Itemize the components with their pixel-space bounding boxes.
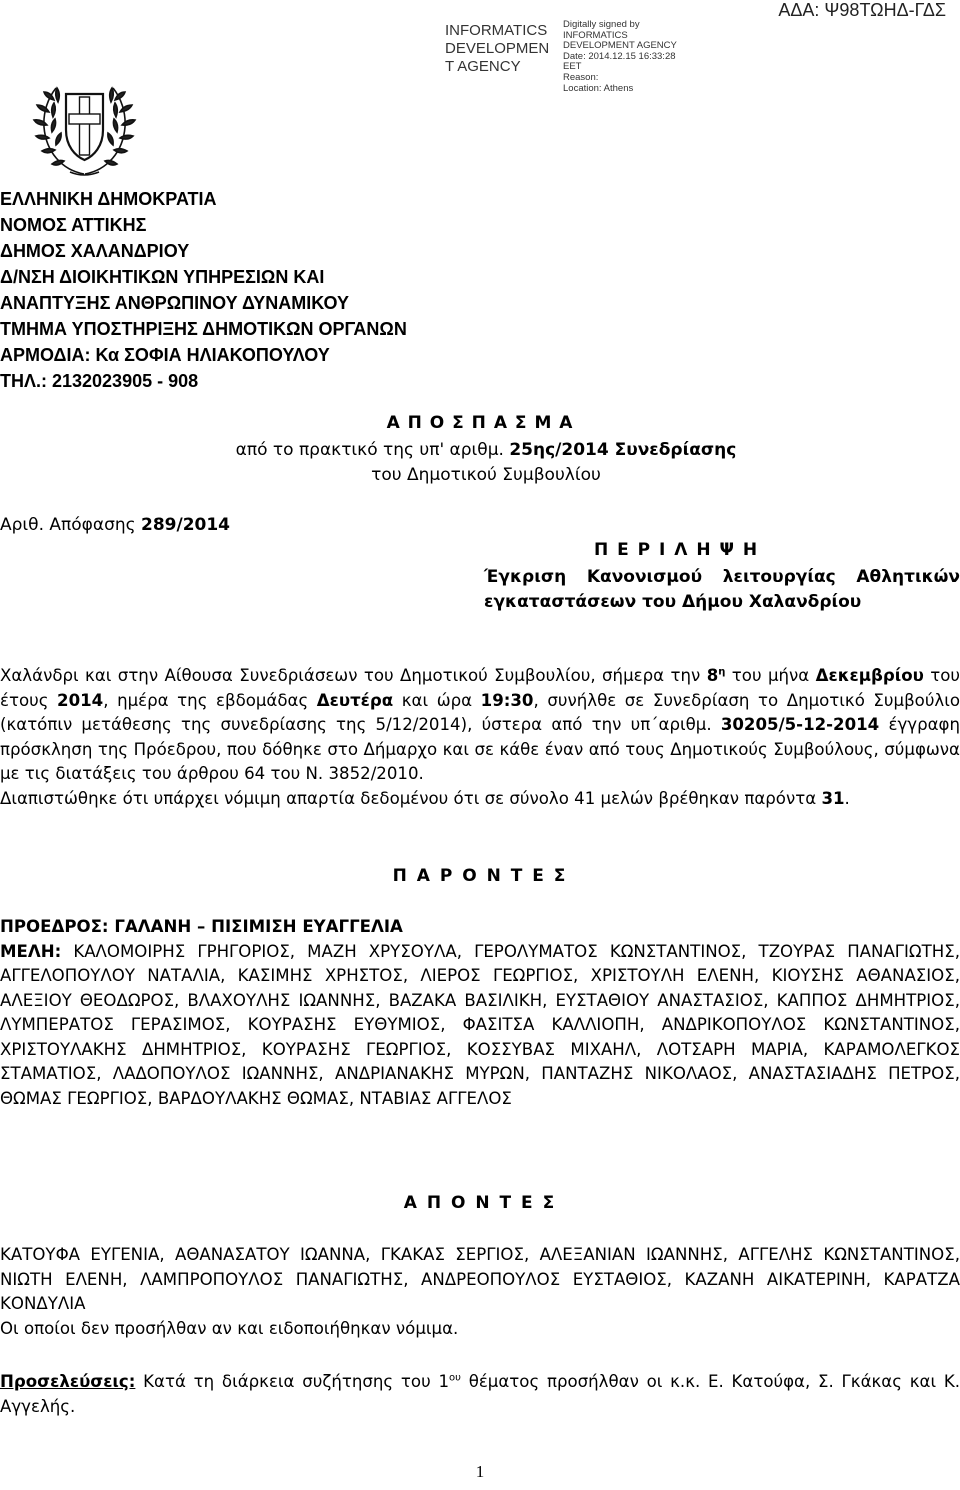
absent-note: Οι οποίοι δεν προσήλθαν αν και ειδοποιήθηκαν νόμιμα. <box>0 1318 459 1338</box>
session-day-suffix: η <box>718 666 726 678</box>
paragraph-text: έγγραφη πρόσκληση της Πρόεδρου, που δόθηκε στο Δήμαρχο και σε κάθε έναν από τους Δημοτικούς Συμβούλους, σύμφωνα με τις διατάξεις του άρθρου 64 του Ν. 3852/2010. <box>0 715 960 783</box>
summary-title: Π Ε Ρ Ι Λ Η Ψ Η <box>594 540 759 560</box>
decision-number: 289/2014 <box>141 515 231 535</box>
summary-text: Έγκριση Κανονισμού λειτουργίας Αθλητικών εγκαταστάσεων του Δήμου Χαλανδρίου <box>484 567 960 612</box>
signature-detail-line: INFORMATICS <box>563 29 628 41</box>
header-line: ΔΗΜΟΣ ΧΑΛΑΝΔΡΙΟΥ <box>0 241 190 261</box>
header-line: ΕΛΛΗΝΙΚΗ ΔΗΜΟΚΡΑΤΙΑ <box>0 189 217 209</box>
header-line: ΑΝΑΠΤΥΞΗΣ ΑΝΘΡΩΠΙΝΟΥ ΔΥΝΑΜΙΚΟΥ <box>0 293 349 313</box>
members-list: ΚΑΛΟΜΟΙΡΗΣ ΓΡΗΓΟΡΙΟΣ, ΜΑΖΗ ΧΡΥΣΟΥΛΑ, ΓΕΡΟΛΥΜΑΤΟΣ ΚΩΝΣΤΑΝΤΙΝΟΣ, ΤΖΟΥΡΑΣ ΠΑΝΑΓΙΩΤΗΣ, ΑΓΓΕΛΟΠΟΥΛΟΥ ΝΑΤΑΛΙΑ, ΚΑΣΙΜΗΣ ΧΡΗΣΤΟΣ, ΛΙΕΡΟΣ ΓΕΩΡΓΙΟΣ, ΧΡΙΣΤΟΥΛΗ ΕΛΕΝΗ, ΚΙΟΥΣΗΣ ΑΘΑΝΑΣΙΟΣ, ΑΛΕΞΙΟΥ ΘΕΟΔΩΡΟΣ, ΒΛΑΧΟΥΛΗΣ ΙΩΑΝΝΗΣ, ΒΑΖΑΚΑ ΒΑΣΙΛΙΚΗ, ΕΥΣΤΑΘΙΟΥ ΑΝΑΣΤΑΣΙΟΣ, ΚΑΠΠΟΣ ΔΗΜΗΤΡΙΟΣ, ΛΥΜΠΕΡΑΤΟΣ ΓΕΡΑΣΙΜΟΣ, ΚΟΥΡΑΣΗΣ ΕΥΘΥΜΙΟΣ, ΦΑΣΙΤΣΑ ΚΑΛΛΙΟΠΗ, ΑΝΔΡΙΚΟΠΟΥΛΟΣ ΚΩΝΣΤΑΝΤΙΝΟΣ, ΧΡΙΣΤΟΥΛΑΚΗΣ ΔΗΜΗΤΡΙΟΣ, ΚΟΥΡΑΣΗΣ ΓΕΩΡΓΙΟΣ, ΚΟΣΣΥΒΑΣ ΜΙΧΑΗΛ, ΛΟΤΣΑΡΗ ΜΑΡΙΑ, ΚΑΡΑΜΟΛΕΓΚΟΣ ΣΤΑΜΑΤΙΟΣ, ΛΑΔΟΠΟΥΛΟΣ ΙΩΑΝΝΗΣ, ΑΝΔΡΙΑΝΑΚΗΣ ΜΥΡΩΝ, ΠΑΝΤΑΖΗΣ ΝΙΚΟΛΑΟΣ, ΑΝΑΣΤΑΣΙΑΔΗΣ ΠΕΤΡΟΣ, ΘΩΜΑΣ ΓΕΩΡΓΙΟΣ, ΒΑΡΔΟΥΛΑΚΗΣ ΘΩΜΑΣ, ΝΤΑΒΙΑΣ ΑΓΓΕΛΟΣ <box>0 941 960 1108</box>
signature-organization <box>445 22 549 76</box>
council-name: του Δημοτικού Συμβουλίου <box>371 465 601 485</box>
session-number: 25ης/2014 Συνεδρίασης <box>509 440 737 460</box>
paragraph-text: , ημέρα της εβδομάδας <box>103 690 309 710</box>
members-label: ΜΕΛΗ: <box>0 941 62 961</box>
minutes-reference-prefix: από το πρακτικό της υπ' αριθμ. <box>235 440 504 460</box>
paragraph-text: . <box>844 788 850 808</box>
signature-detail-line: DEVELOPMENT AGENCY <box>563 40 677 52</box>
agenda-item-number: 1 <box>438 1372 450 1391</box>
signature-org-line: INFORMATICS <box>445 22 548 39</box>
present-title: Π Α Ρ Ο Ν Τ Ε Σ <box>392 866 568 886</box>
greek-coat-of-arms-icon <box>22 72 147 182</box>
absent-list: ΚΑΤΟΥΦΑ ΕΥΓΕΝΙΑ, ΑΘΑΝΑΣΑΤΟΥ ΙΩΑΝΝΑ, ΓΚΑΚΑΣ ΣΕΡΓΙΟΣ, ΑΛΕΞΑΝΙΑΝ ΙΩΑΝΝΗΣ, ΑΓΓΕΛΗΣ ΚΩΝΣΤΑΝΤΙΝΟΣ, ΝΙΩΤΗ ΕΛΕΝΗ, ΛΑΜΠΡΟΠΟΥΛΟΣ ΠΑΝΑΓΙΩΤΗΣ, ΑΝΔΡΕΟΠΟΥΛΟΣ ΕΥΣΤΑΘΙΟΣ, ΚΑΖΑΝΗ ΑΙΚΑΤΕΡΙΝΗ, ΚΑΡΑΤΖΑ ΚΟΝΔΥΛΙΑ <box>0 1245 960 1313</box>
header-line: ΤΗΛ.: 2132023905 - 908 <box>0 371 199 391</box>
quorum-text: Διαπιστώθηκε ότι υπάρχει νόμιμη απαρτία δεδομένου ότι σε σύνολο 41 μελών βρέθηκαν παρόντα <box>0 788 817 808</box>
header-line: ΝΟΜΟΣ ΑΤΤΙΚΗΣ <box>0 215 147 235</box>
session-month: Δεκεμβρίου <box>815 666 924 685</box>
paragraph-text: και ώρα <box>401 690 473 710</box>
paragraph-text: Χαλάνδρι και στην Αίθουσα Συνεδριάσεων του Δημοτικού Συμβουλίου, σήμερα την <box>0 666 701 685</box>
signature-detail-line: Digitally signed by <box>563 19 640 30</box>
header-line: ΤΜΗΜΑ ΥΠΟΣΤΗΡΙΞΗΣ ΔΗΜΟΤΙΚΩΝ ΟΡΓΑΝΩΝ <box>0 319 407 339</box>
arrivals-paragraph <box>0 1370 960 1419</box>
decision-number-line <box>0 515 230 535</box>
agenda-item-suffix: ου <box>449 1372 461 1384</box>
arrivals-text: θέματος προσήλθαν οι κ.κ. Ε. Κατούφα, Σ. Γκάκας και Κ. Αγγελής. <box>0 1372 960 1416</box>
invitation-protocol: 30205/5-12-2014 <box>720 715 880 734</box>
paragraph-text: , συνήλθε σε Συνεδρίαση το Δημοτικό Συμβούλιο (κατόπιν μετάθεσης της συνεδρίασης της 5/12/2014), ύστερα από την υπ΄αριθμ. <box>0 690 960 734</box>
extract-title: Α Π Ο Σ Π Α Σ Μ Α <box>386 413 574 433</box>
signature-detail-line: EET <box>563 61 582 73</box>
paragraph-text: του μήνα <box>731 666 810 685</box>
session-time: 19:30 <box>480 690 534 710</box>
arrivals-text: Κατά τη διάρκεια συζήτησης του <box>143 1372 431 1391</box>
page-number: 1 <box>475 1462 485 1481</box>
minutes-reference <box>186 440 786 460</box>
absent-title: Α Π Ο Ν Τ Ε Σ <box>403 1193 557 1213</box>
signature-detail-line: Location: Athens <box>563 82 634 94</box>
header-line: ΑΡΜΟΔΙΑ: Κα ΣΟΦΙΑ ΗΛΙΑΚΟΠΟΥΛΟΥ <box>0 345 330 365</box>
digital-signature-details <box>563 20 677 94</box>
signature-org-line: DEVELOPMEN <box>445 40 550 57</box>
session-day: 8 <box>706 666 719 685</box>
decision-label: Αριθ. Απόφασης <box>0 515 136 535</box>
absent-members <box>0 1243 960 1341</box>
arrivals-label: Προσελεύσεις: <box>0 1372 136 1391</box>
paragraph-text: του έτους <box>0 666 960 710</box>
signature-org-line: T AGENCY <box>445 58 521 75</box>
session-year: 2014 <box>57 690 104 710</box>
signature-detail-line: Date: 2014.12.15 16:33:28 <box>563 50 676 62</box>
chair-line: ΠΡΟΕΔΡΟΣ: ΓΑΛΑΝΗ – ΠΙΣΙΜΙΣΗ ΕΥΑΓΓΕΛΙΑ <box>0 917 403 936</box>
session-paragraph <box>0 664 960 811</box>
issuer-header <box>0 186 407 394</box>
ada-code: ΑΔΑ: Ψ98ΤΩΗΔ-ΓΔΣ <box>778 0 946 20</box>
signature-detail-line: Reason: <box>563 71 599 83</box>
header-line: Δ/ΝΣΗ ΔΙΟΙΚΗΤΙΚΩΝ ΥΠΗΡΕΣΙΩΝ ΚΑΙ <box>0 267 325 287</box>
present-members <box>0 915 960 1111</box>
present-count: 31 <box>821 788 845 808</box>
session-weekday: Δευτέρα <box>316 690 394 710</box>
